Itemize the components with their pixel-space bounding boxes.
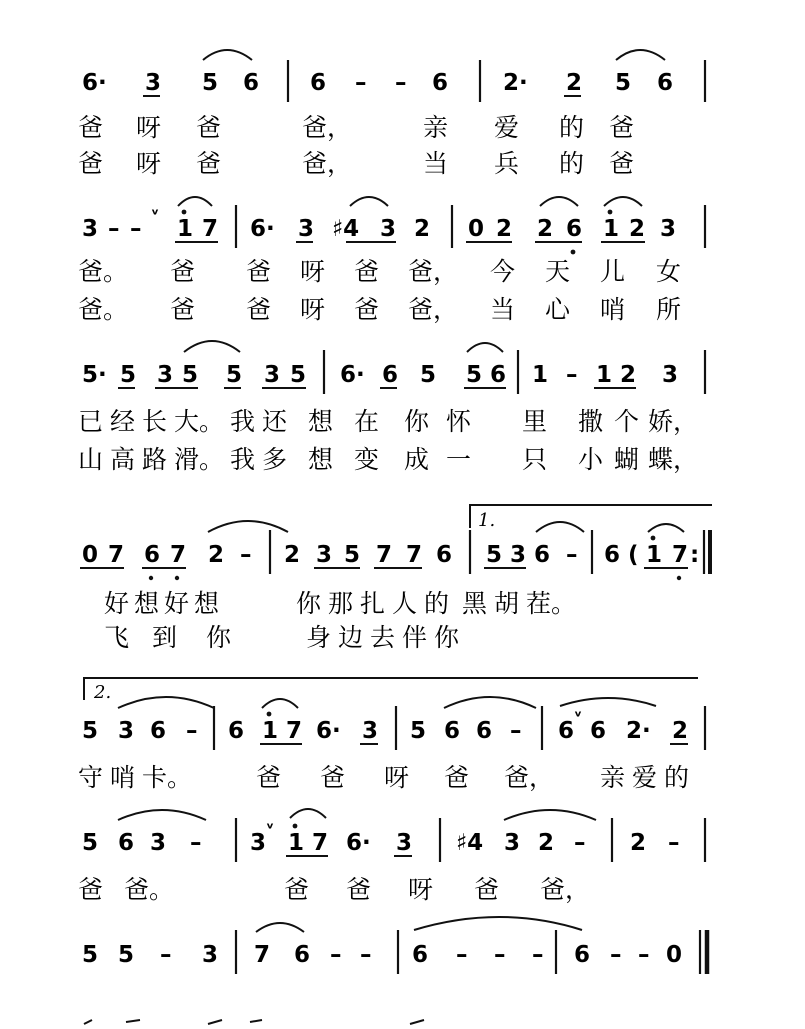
system-3-notes bbox=[82, 362, 678, 388]
lyric: 爸。 bbox=[78, 257, 129, 286]
note: 7 bbox=[672, 542, 689, 568]
lyric: 爸。 bbox=[124, 875, 175, 904]
note: 6 bbox=[294, 942, 311, 968]
note: 2 bbox=[537, 216, 554, 242]
lyric: 已 bbox=[78, 407, 104, 436]
note: 2 bbox=[672, 718, 689, 744]
note: 3 bbox=[82, 216, 99, 242]
system-6-notes bbox=[82, 819, 680, 856]
note: 6 bbox=[150, 718, 167, 744]
lyric: 心 bbox=[545, 295, 571, 324]
lyric: 爸 bbox=[444, 763, 470, 792]
lyric: 想 bbox=[308, 445, 334, 474]
note: 5· bbox=[82, 362, 107, 388]
system-2-notes bbox=[82, 205, 676, 242]
note: – bbox=[360, 942, 372, 968]
note: – bbox=[108, 216, 120, 242]
note: 7 bbox=[406, 542, 423, 568]
lyric: 在 bbox=[354, 407, 380, 436]
note: 7 bbox=[170, 542, 187, 568]
system-7-notes bbox=[82, 942, 682, 968]
system-1-lyrics bbox=[78, 113, 634, 178]
note: 7 bbox=[312, 830, 329, 856]
note: 3 bbox=[157, 362, 174, 388]
lyric: 人 bbox=[392, 589, 418, 618]
lyric: 爸 bbox=[354, 257, 380, 286]
system-3-lyrics bbox=[78, 407, 698, 474]
note: 6 bbox=[444, 718, 461, 744]
note: 1 bbox=[262, 718, 279, 744]
note: 3 bbox=[362, 718, 379, 744]
lyric: 高 bbox=[110, 445, 136, 474]
note: 6 bbox=[243, 70, 260, 96]
note: 7 bbox=[202, 216, 219, 242]
lyric: 爸 bbox=[320, 763, 346, 792]
note: 3 bbox=[316, 542, 333, 568]
lyric: 你 bbox=[434, 623, 460, 652]
note: 6 bbox=[657, 70, 674, 96]
note: 5 bbox=[82, 718, 99, 744]
system-6-lyrics bbox=[78, 875, 590, 904]
lyric: 的 bbox=[664, 763, 690, 792]
system-5-lyrics bbox=[78, 763, 689, 792]
lyric: 的 bbox=[559, 113, 585, 142]
note: 6 bbox=[590, 718, 607, 744]
note: 5 bbox=[615, 70, 632, 96]
note: 6 bbox=[382, 362, 399, 388]
note: – bbox=[574, 830, 586, 856]
note: 2 bbox=[496, 216, 513, 242]
note: 0 bbox=[666, 942, 683, 968]
lyric: 的 bbox=[424, 589, 450, 618]
lyric: 爸。 bbox=[78, 295, 129, 324]
lyric: 那 bbox=[328, 589, 354, 618]
note: 6 bbox=[604, 542, 621, 568]
lyric: 黑 bbox=[462, 589, 488, 618]
note: 3 bbox=[504, 830, 521, 856]
lyric: 天 bbox=[545, 257, 571, 286]
note: 2 bbox=[414, 216, 431, 242]
note: – bbox=[510, 718, 522, 744]
lyric: 爱 bbox=[632, 763, 658, 792]
note: 1 bbox=[603, 216, 620, 242]
lyric: 爸 bbox=[256, 763, 282, 792]
note: 1 bbox=[288, 830, 305, 856]
lyric: 爸 bbox=[78, 875, 104, 904]
note: 5 bbox=[344, 542, 361, 568]
note: 2 bbox=[620, 362, 637, 388]
lyric: 卡。 bbox=[142, 763, 193, 792]
lyric: 还 bbox=[262, 407, 288, 436]
lyric: 你 bbox=[206, 623, 232, 652]
lyric: 滑。 bbox=[174, 445, 225, 474]
lyric: 爸， bbox=[408, 295, 459, 324]
lyric: 爸 bbox=[246, 295, 272, 324]
note: – bbox=[610, 942, 622, 968]
note: 6 bbox=[476, 718, 493, 744]
lyric: 哨 bbox=[110, 763, 136, 792]
note: 6 bbox=[436, 542, 453, 568]
lyric: 爸 bbox=[284, 875, 310, 904]
lyric: 到 bbox=[152, 623, 178, 652]
note: – bbox=[456, 942, 468, 968]
lyric: 爸， bbox=[408, 257, 459, 286]
note: 6 bbox=[228, 718, 245, 744]
lyric: 亲 bbox=[600, 763, 626, 792]
lyric: 爸 bbox=[354, 295, 380, 324]
note: 5 bbox=[290, 362, 307, 388]
note: 1 bbox=[532, 362, 549, 388]
note: – bbox=[186, 718, 198, 744]
lyric: 成 bbox=[404, 445, 430, 474]
note: – bbox=[190, 830, 202, 856]
note: ᵛ bbox=[266, 819, 275, 838]
system-4-notes bbox=[82, 542, 699, 568]
lyric: 儿 bbox=[600, 257, 626, 286]
note: – bbox=[330, 942, 342, 968]
lyric: 山 bbox=[78, 445, 104, 474]
note: – bbox=[355, 70, 367, 96]
lyric: 爸 bbox=[609, 113, 635, 142]
lyric: 茬。 bbox=[526, 589, 577, 618]
note: 1 bbox=[177, 216, 194, 242]
note: 2· bbox=[503, 70, 528, 96]
note: 6 bbox=[490, 362, 507, 388]
lyric: 爸 bbox=[196, 113, 222, 142]
cropped-lyric-fragments bbox=[84, 1020, 424, 1024]
note: 3 bbox=[380, 216, 397, 242]
note: : bbox=[690, 542, 700, 568]
note: 5 bbox=[466, 362, 483, 388]
lyric: 小 bbox=[578, 445, 604, 474]
lyric: 飞 bbox=[104, 623, 130, 652]
lyric: 胡 bbox=[494, 589, 520, 618]
lyric: 爸 bbox=[170, 295, 196, 324]
note: 2 bbox=[538, 830, 555, 856]
volta-label-2: 2. bbox=[94, 682, 112, 703]
lyric: 女 bbox=[656, 257, 682, 286]
lyric: 一 bbox=[446, 445, 472, 474]
lyric: 爸 bbox=[170, 257, 196, 286]
system-2-lyrics bbox=[78, 257, 681, 324]
lyric: 爱 bbox=[494, 113, 520, 142]
lyric: 爸， bbox=[302, 113, 353, 142]
lyric: 娇， bbox=[648, 407, 699, 436]
note: ♯4 bbox=[456, 830, 484, 856]
note: 7 bbox=[286, 718, 303, 744]
lyric: 你 bbox=[296, 589, 322, 618]
note: 5 bbox=[182, 362, 199, 388]
lyric: 想 bbox=[308, 407, 334, 436]
lyric: 想 bbox=[134, 589, 160, 618]
lyric: 蝶， bbox=[648, 445, 699, 474]
lyric: 当 bbox=[490, 295, 516, 324]
note: 3 bbox=[298, 216, 315, 242]
lyric: 呀 bbox=[384, 763, 410, 792]
system-1-notes bbox=[82, 70, 673, 96]
note: 3 bbox=[250, 830, 267, 856]
note: 6· bbox=[340, 362, 365, 388]
note: 0 bbox=[468, 216, 485, 242]
note: – bbox=[130, 216, 142, 242]
lyric: 爸 bbox=[246, 257, 272, 286]
lyric: 爸 bbox=[78, 113, 104, 142]
note: 7 bbox=[376, 542, 393, 568]
note: 3 bbox=[145, 70, 162, 96]
lyric: 爸， bbox=[504, 763, 555, 792]
lyric: 当 bbox=[423, 149, 449, 178]
note: – bbox=[494, 942, 506, 968]
lyric: 呀 bbox=[300, 295, 326, 324]
lyric: 身 bbox=[306, 623, 332, 652]
note: 6 bbox=[412, 942, 429, 968]
note: 2 bbox=[566, 70, 583, 96]
note: – bbox=[395, 70, 407, 96]
note: 6· bbox=[82, 70, 107, 96]
lyric: 所 bbox=[656, 295, 682, 324]
note: 5 bbox=[420, 362, 437, 388]
note: 6· bbox=[346, 830, 371, 856]
note: 1 bbox=[596, 362, 613, 388]
lyric: 呀 bbox=[408, 875, 434, 904]
lyric: 长 bbox=[142, 407, 168, 436]
note: 3 bbox=[396, 830, 413, 856]
lyric: 去 bbox=[370, 623, 396, 652]
note: 6 bbox=[432, 70, 449, 96]
lyric: 多 bbox=[262, 445, 288, 474]
note: 5 bbox=[120, 362, 137, 388]
note: – bbox=[240, 542, 252, 568]
note: 2 bbox=[208, 542, 225, 568]
note: 2· bbox=[626, 718, 651, 744]
note: 2 bbox=[284, 542, 301, 568]
note: 3 bbox=[662, 362, 679, 388]
lyric: 爸 bbox=[346, 875, 372, 904]
note: 6 bbox=[118, 830, 135, 856]
note: 6 bbox=[566, 216, 583, 242]
lyric: 今 bbox=[490, 257, 516, 286]
note: – bbox=[638, 942, 650, 968]
note: 6 bbox=[310, 70, 327, 96]
lyric: 想 bbox=[194, 589, 220, 618]
note: – bbox=[566, 362, 578, 388]
note: 3 bbox=[202, 942, 219, 968]
note: 5 bbox=[226, 362, 243, 388]
note: 5 bbox=[82, 830, 99, 856]
lyric: 扎 bbox=[360, 589, 386, 618]
lyric: 爸 bbox=[78, 149, 104, 178]
note: ᵛ bbox=[151, 205, 160, 224]
note: 0 bbox=[82, 542, 99, 568]
note: – bbox=[566, 542, 578, 568]
note: ( bbox=[628, 542, 639, 568]
volta-bracket-1 bbox=[470, 505, 712, 528]
note: 5 bbox=[118, 942, 135, 968]
note: 5 bbox=[486, 542, 503, 568]
lyric: 变 bbox=[354, 445, 380, 474]
note: – bbox=[532, 942, 544, 968]
note: ᵛ bbox=[574, 707, 583, 726]
note: 6· bbox=[316, 718, 341, 744]
lyric: 爸， bbox=[302, 149, 353, 178]
lyric: 呀 bbox=[136, 149, 162, 178]
note: 1 bbox=[646, 542, 663, 568]
lyric: 我 bbox=[230, 407, 256, 436]
note: 6 bbox=[534, 542, 551, 568]
lyric: 边 bbox=[338, 623, 364, 652]
lyric: 我 bbox=[230, 445, 256, 474]
lyric: 只 bbox=[522, 445, 548, 474]
lyric: 亲 bbox=[423, 113, 449, 142]
lyric: 守 bbox=[78, 763, 104, 792]
lyric: 蝴 bbox=[614, 445, 640, 474]
lyric: 经 bbox=[110, 407, 136, 436]
note: 2 bbox=[629, 216, 646, 242]
note: 3 bbox=[264, 362, 281, 388]
note: 3 bbox=[660, 216, 677, 242]
lyric: 大。 bbox=[174, 407, 225, 436]
lyric: 爸 bbox=[196, 149, 222, 178]
note: – bbox=[160, 942, 172, 968]
note: 6 bbox=[558, 718, 575, 744]
lyric: 好 bbox=[164, 589, 190, 618]
note: 3 bbox=[150, 830, 167, 856]
lyric: 你 bbox=[404, 407, 430, 436]
lyric: 怀 bbox=[446, 407, 472, 436]
lyric: 呀 bbox=[136, 113, 162, 142]
lyric: 个 bbox=[614, 407, 640, 436]
note: ♯4 bbox=[332, 216, 360, 242]
note: 6 bbox=[144, 542, 161, 568]
note: 6 bbox=[574, 942, 591, 968]
note: 7 bbox=[108, 542, 125, 568]
lyric: 爸 bbox=[474, 875, 500, 904]
lyric: 呀 bbox=[300, 257, 326, 286]
note: 5 bbox=[202, 70, 219, 96]
note: 5 bbox=[82, 942, 99, 968]
lyric: 兵 bbox=[494, 149, 520, 178]
note: 7 bbox=[254, 942, 271, 968]
note: 3 bbox=[510, 542, 527, 568]
system-4-lyrics bbox=[104, 589, 576, 652]
note: 2 bbox=[630, 830, 647, 856]
lyric: 哨 bbox=[600, 295, 626, 324]
note: 6· bbox=[250, 216, 275, 242]
lyric: 爸 bbox=[609, 149, 635, 178]
lyric: 好 bbox=[104, 589, 130, 618]
lyric: 撒 bbox=[578, 407, 604, 436]
note: – bbox=[668, 830, 680, 856]
lyric: 路 bbox=[142, 445, 168, 474]
lyric: 的 bbox=[559, 149, 585, 178]
system-5-notes bbox=[82, 707, 688, 744]
lyric: 伴 bbox=[402, 623, 428, 652]
lyric: 爸， bbox=[540, 875, 591, 904]
note: 3 bbox=[118, 718, 135, 744]
volta-label-1: 1. bbox=[478, 510, 496, 531]
note: 5 bbox=[410, 718, 427, 744]
lyric: 里 bbox=[522, 407, 548, 436]
